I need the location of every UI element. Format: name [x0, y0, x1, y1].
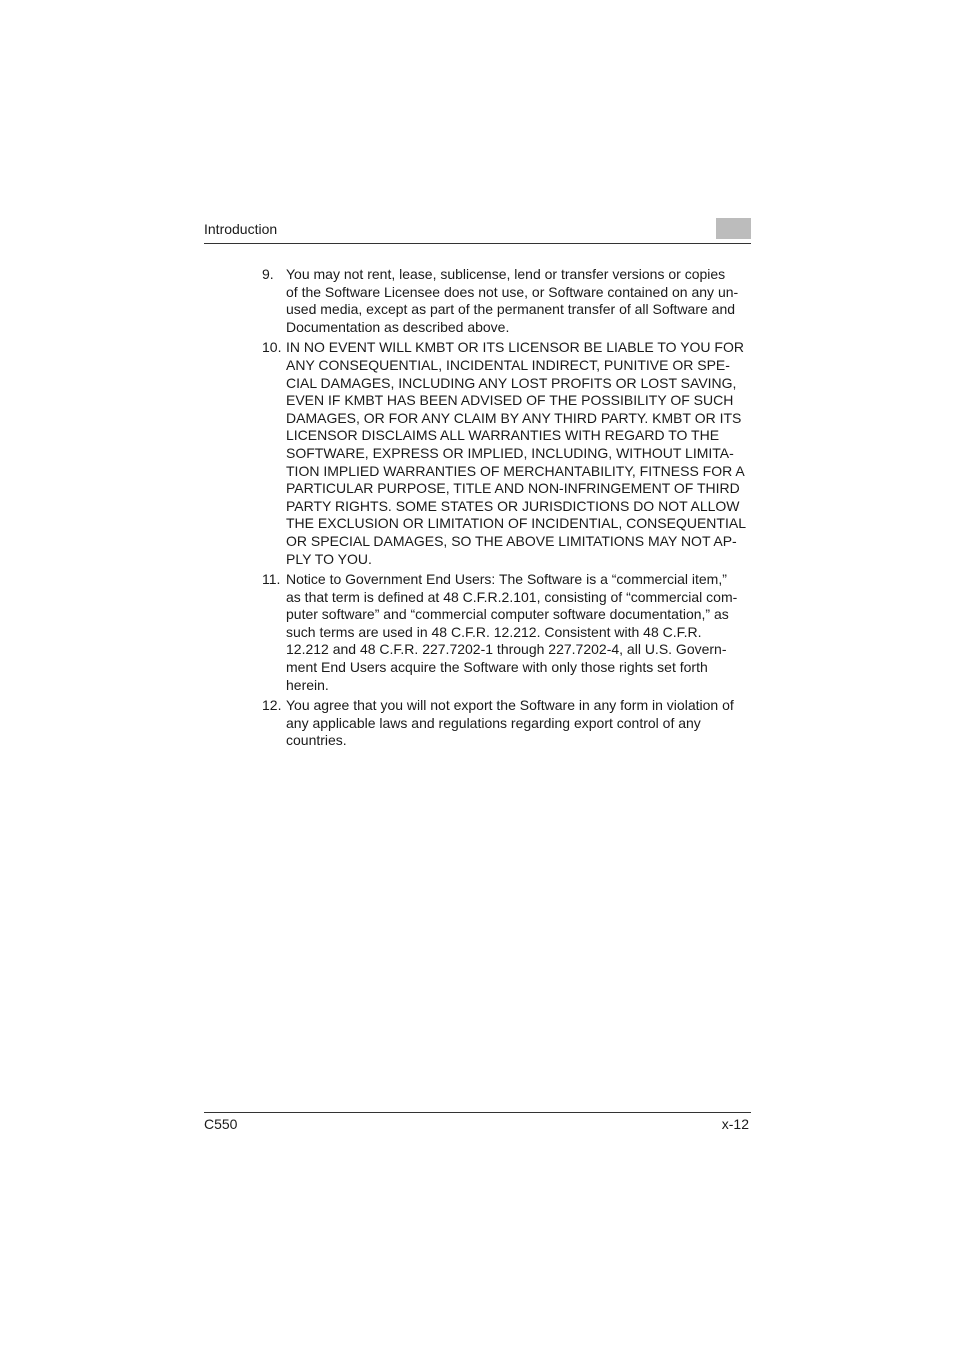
license-terms-list	[262, 266, 754, 753]
text-line: ment End Users acquire the Software with only those rights set forth	[286, 659, 708, 676]
text-line: countries.	[286, 732, 347, 749]
page-number: x-12	[721, 1116, 749, 1132]
text-line: IN NO EVENT WILL KMBT OR ITS LICENSOR BE LIABLE TO YOU FOR	[286, 339, 744, 356]
list-item	[262, 697, 754, 750]
item-number: 9.	[262, 266, 274, 282]
text-line: 12.212 and 48 C.F.R. 227.7202-1 through 227.7202-4, all U.S. Govern-	[286, 641, 727, 658]
text-line: herein.	[286, 676, 329, 693]
text-line: EVEN IF KMBT HAS BEEN ADVISED OF THE POSSIBILITY OF SUCH	[286, 392, 734, 409]
item-text	[286, 571, 754, 694]
text-line: such terms are used in 48 C.F.R. 12.212. Consistent with 48 C.F.R.	[286, 623, 702, 640]
item-number: 12.	[262, 697, 282, 714]
chapter-tab-marker	[716, 218, 751, 239]
text-line: PLY TO YOU.	[286, 550, 372, 567]
text-line: DAMAGES, OR FOR ANY CLAIM BY ANY THIRD PARTY. KMBT OR ITS	[286, 409, 742, 426]
text-line: ANY CONSEQUENTIAL, INCIDENTAL INDIRECT, PUNITIVE OR SPE-	[286, 356, 730, 373]
text-line: as that term is defined at 48 C.F.R.2.101, consisting of “commercial com-	[286, 588, 738, 605]
item-text	[286, 697, 754, 750]
text-line: CIAL DAMAGES, INCLUDING ANY LOST PROFITS OR LOST SAVING,	[286, 374, 737, 391]
text-line: SOFTWARE, EXPRESS OR IMPLIED, INCLUDING, WITHOUT LIMITA-	[286, 444, 734, 461]
page-header	[204, 218, 751, 244]
text-line: Documentation as described above.	[286, 318, 510, 335]
text-line: LICENSOR DISCLAIMS ALL WARRANTIES WITH REGARD TO THE	[286, 427, 720, 444]
text-line: of the Software Licensee does not use, or Software contained on any un-	[286, 283, 739, 300]
list-item	[262, 339, 754, 568]
text-line: TION IMPLIED WARRANTIES OF MERCHANTABILITY, FITNESS FOR A	[286, 462, 745, 479]
text-line: Notice to Government End Users: The Software is a “commercial item,”	[286, 571, 727, 588]
text-line: PARTICULAR PURPOSE, TITLE AND NON-INFRINGEMENT OF THIRD	[286, 480, 740, 497]
text-line: puter software” and “commercial computer software documentation,” as	[286, 606, 729, 623]
text-line: any applicable laws and regulations regarding export control of any	[286, 714, 701, 731]
text-line: You agree that you will not export the Software in any form in violation of	[286, 697, 734, 714]
item-number: 10.	[262, 339, 282, 356]
list-item	[262, 266, 754, 336]
text-line: You may not rent, lease, sublicense, lend or transfer versions or copies	[286, 266, 726, 282]
section-title: Introduction	[204, 221, 278, 237]
item-text	[286, 266, 754, 336]
page-footer	[204, 1112, 751, 1137]
model-name: C550	[204, 1116, 238, 1132]
text-line: PARTY RIGHTS. SOME STATES OR JURISDICTIONS DO NOT ALLOW	[286, 497, 740, 514]
text-line: OR SPECIAL DAMAGES, SO THE ABOVE LIMITATIONS MAY NOT AP-	[286, 532, 737, 549]
text-line: THE EXCLUSION OR LIMITATION OF INCIDENTIAL, CONSEQUENTIAL	[286, 515, 746, 532]
list-item	[262, 571, 754, 694]
item-number: 11.	[262, 571, 281, 588]
text-line: used media, except as part of the permanent transfer of all Software and	[286, 301, 736, 318]
item-text	[286, 339, 754, 568]
